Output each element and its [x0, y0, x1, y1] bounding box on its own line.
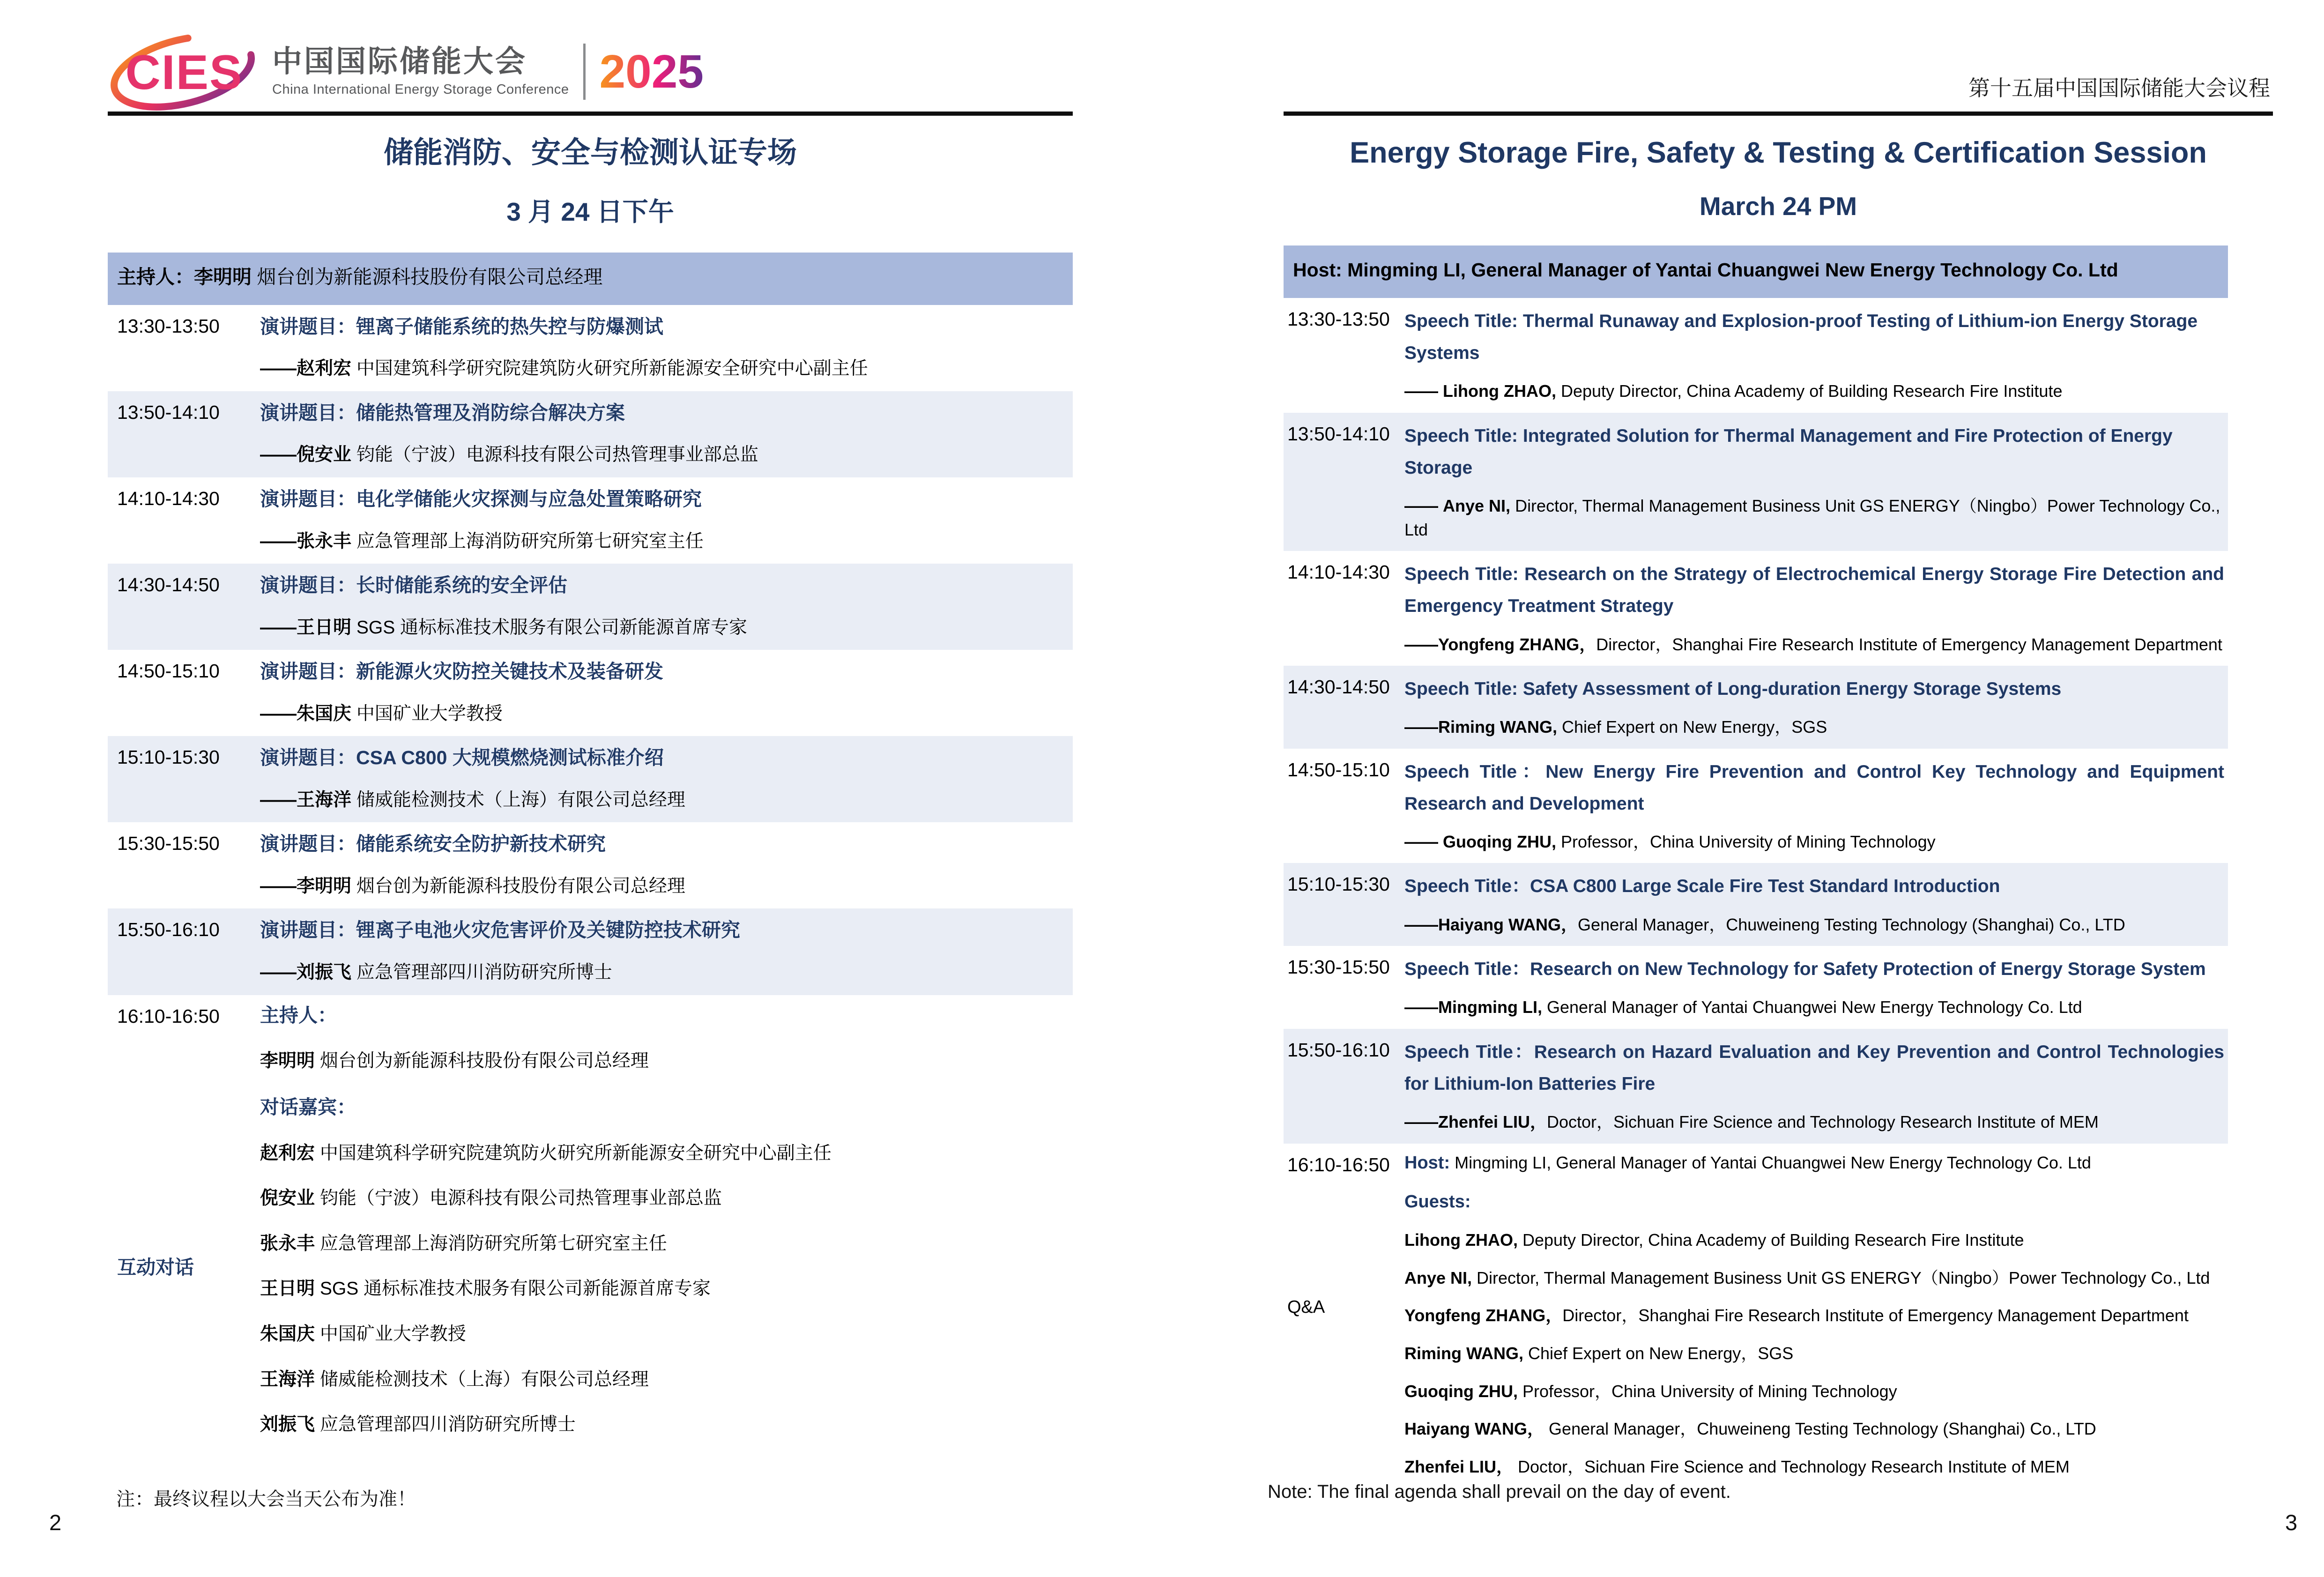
host-affiliation: 烟台创为新能源科技股份有限公司总经理: [252, 266, 603, 288]
guest-line: [260, 1141, 1069, 1166]
speaker-line: [1404, 379, 2224, 403]
guest-line: [1404, 1342, 2224, 1365]
speaker-affiliation: Director，Shanghai Fire Research Institute of Emergency Management Department: [1596, 634, 2222, 654]
speaker-affiliation: 应急管理部上海消防研究所第七研究室主任: [351, 531, 704, 551]
guest-name: 王日明: [260, 1279, 315, 1299]
row-content: [260, 744, 1073, 813]
panel-guests-heading-text: Guests:: [1404, 1191, 1471, 1212]
speech-title: Speech Title：New Energy Fire Prevention and Control Key Technology and Equipment Research and Development: [1404, 761, 2224, 814]
guest-affiliation: Doctor，Sichuan Fire Science and Technology Research Institute of MEM: [1513, 1457, 2070, 1476]
guest-affiliation: Director，Shanghai Fire Research Institute of Emergency Management Department: [1562, 1306, 2189, 1325]
guest-name: Yongfeng ZHANG，: [1404, 1306, 1563, 1325]
time-cell: 13:50-14:10: [1287, 423, 1390, 445]
session-title-en: Energy Storage Fire, Safety & Testing & Certification Session: [1350, 136, 2207, 169]
dash: ——: [1404, 634, 1438, 654]
speech-title: Speech Title：CSA C800 Large Scale Fire Test Standard Introduction: [1404, 876, 2000, 897]
guest-line: [1404, 1418, 2224, 1441]
speaker-line: [260, 960, 1069, 986]
panel-row: [1284, 1144, 2228, 1503]
guest-affiliation: Professor，China University of Mining Technology: [1517, 1381, 1897, 1401]
session-date-cn: 3 月 24 日下午: [506, 197, 674, 227]
guest-name: Riming WANG,: [1404, 1343, 1523, 1363]
row-content: [1404, 305, 2228, 403]
speech-title: Speech Title: Thermal Runaway and Explosion-proof Testing of Lithium-ion Energy Storage Systems: [1404, 311, 2198, 364]
dash: ——: [260, 358, 297, 379]
dash: ——: [260, 703, 297, 724]
speech-title: 演讲题目：锂离子储能系统的热失控与防爆测试: [260, 315, 663, 337]
speaker-line: [1404, 1110, 2224, 1134]
speaker-line: [260, 615, 1069, 641]
panel-host-line: [260, 1049, 1069, 1074]
speaker-name: Haiyang WANG，: [1438, 915, 1578, 934]
speaker-line: [1404, 633, 2224, 656]
guest-name: 刘振飞: [260, 1414, 315, 1435]
row-content: [1404, 756, 2228, 854]
speaker-name: Anye NI,: [1443, 496, 1511, 516]
speech-title: Speech Title: Safety Assessment of Long-duration Energy Storage Systems: [1404, 678, 2062, 699]
guest-affiliation: Director, Thermal Management Business Unit GS ENERGY（Ningbo）Power Technology Co., Ltd: [1472, 1268, 2210, 1287]
agenda-table-en: [1284, 245, 2228, 1503]
time-cell: 14:50-15:10: [1287, 759, 1390, 781]
row-content: [1404, 420, 2228, 542]
time-cell: 16:10-16:50: [117, 1005, 220, 1027]
speaker-affiliation: Doctor，Sichuan Fire Science and Technology Research Institute of MEM: [1547, 1112, 2099, 1132]
panel-host-heading-text: 主持人：: [260, 1004, 337, 1026]
agenda-row: [108, 305, 1073, 391]
time-cell: 15:10-15:30: [1287, 873, 1390, 895]
speech-title: 演讲题目：储能热管理及消防综合解决方案: [260, 402, 625, 424]
dash: ——: [260, 445, 297, 465]
agenda-row: [1284, 749, 2228, 863]
speech-title: 演讲题目：储能系统安全防护新技术研究: [260, 833, 606, 855]
row-content: [1404, 1036, 2228, 1134]
agenda-row: [1284, 551, 2228, 666]
footer-note-en: Note: The final agenda shall prevail on the day of event.: [1268, 1481, 1731, 1502]
logo-text-block: [272, 46, 569, 97]
speaker-line: [260, 529, 1069, 555]
panel-host-rest: Mingming LI, General Manager of Yantai Chuangwei New Energy Technology Co. Ltd: [1450, 1153, 2091, 1172]
page-right: [1284, 123, 2273, 1503]
speaker-name: Yongfeng ZHANG，: [1438, 634, 1596, 654]
agenda-table-cn: [108, 253, 1073, 1467]
speaker-name: 赵利宏: [297, 358, 352, 379]
agenda-row: [108, 736, 1073, 822]
time-cell: 14:50-15:10: [117, 660, 220, 682]
guest-line: [260, 1186, 1069, 1211]
dash: ——: [1404, 832, 1438, 852]
row-content: [260, 571, 1073, 640]
agenda-row: [108, 391, 1073, 477]
guest-name: Anye NI,: [1404, 1268, 1472, 1287]
panel-content: [1404, 1151, 2228, 1494]
session-date-en: March 24 PM: [1699, 192, 1857, 221]
speaker-affiliation: 储威能检测技术（上海）有限公司总经理: [351, 789, 685, 810]
time-cell: 13:30-13:50: [117, 315, 220, 337]
dash: ——: [260, 789, 297, 810]
speaker-name: Riming WANG,: [1438, 717, 1557, 737]
speaker-name: Lihong ZHAO,: [1443, 381, 1556, 401]
guest-affiliation: 中国建筑科学研究院建筑防火研究所新能源安全研究中心副主任: [315, 1143, 832, 1163]
guest-line: [1404, 1229, 2224, 1252]
guest-affiliation: Chief Expert on New Energy，SGS: [1523, 1343, 1794, 1363]
cies-logo-mark: [105, 32, 260, 112]
logo-divider: [583, 44, 586, 100]
speaker-line: [1404, 913, 2224, 937]
guest-affiliation: 储威能检测技术（上海）有限公司总经理: [315, 1369, 649, 1390]
guest-name: Zhenfei LIU，: [1404, 1457, 1513, 1476]
page-number-left: 2: [49, 1510, 62, 1535]
guest-name: Haiyang WANG，: [1404, 1419, 1544, 1439]
guest-line: [1404, 1267, 2224, 1290]
row-content: [260, 657, 1073, 727]
agenda-row: [108, 908, 1073, 995]
agenda-row: [108, 822, 1073, 908]
time-cell: 14:30-14:50: [117, 574, 220, 596]
row-content: [1404, 953, 2228, 1019]
guest-name: Lihong ZHAO,: [1404, 1230, 1518, 1250]
guest-affiliation: Deputy Director, China Academy of Building Research Fire Institute: [1517, 1230, 2024, 1250]
speaker-line: [260, 874, 1069, 900]
speaker-name: Guoqing ZHU,: [1443, 832, 1556, 852]
row-content: [1404, 673, 2228, 739]
time-cell: 15:30-15:50: [1287, 956, 1390, 978]
speech-title: Speech Title: Integrated Solution for Thermal Management and Fire Protection of Energy Storage: [1404, 425, 2173, 478]
row-content: [260, 916, 1073, 985]
speech-title: 演讲题目：CSA C800 大规模燃烧测试标准介绍: [260, 747, 664, 769]
dash: ——: [1404, 717, 1438, 737]
row-content: [1404, 558, 2228, 656]
header-rule-left: [108, 112, 1073, 116]
dash: ——: [260, 876, 297, 896]
logo-title-en: China International Energy Storage Conference: [272, 82, 569, 97]
session-title-cn: 储能消防、安全与检测认证专场: [384, 136, 797, 169]
row-content: [260, 399, 1073, 468]
row-content: [260, 312, 1073, 382]
qa-label: Q&A: [1287, 1297, 1325, 1317]
page-number-right: 3: [2285, 1510, 2298, 1535]
speaker-affiliation: General Manager，Chuweineng Testing Technology (Shanghai) Co., LTD: [1578, 915, 2125, 934]
speaker-line: [1404, 715, 2224, 739]
panel-guests-heading: [260, 1094, 1069, 1121]
agenda-row: [1284, 863, 2228, 946]
speaker-affiliation: Chief Expert on New Energy，SGS: [1557, 717, 1827, 737]
speaker-line: [1404, 830, 2224, 854]
guest-line: [260, 1413, 1069, 1437]
dash: ——: [1404, 381, 1438, 401]
speaker-name: 李明明: [297, 876, 352, 896]
row-content: [260, 485, 1073, 554]
speaker-affiliation: 中国矿业大学教授: [351, 703, 503, 724]
guest-name: 倪安业: [260, 1188, 315, 1209]
dash: ——: [1404, 1112, 1438, 1132]
time-cell: 15:10-15:30: [117, 746, 220, 768]
guest-line: [1404, 1304, 2224, 1327]
agenda-row: [108, 650, 1073, 736]
guest-name: 张永丰: [260, 1233, 315, 1254]
speaker-name: 倪安业: [297, 445, 352, 465]
speaker-affiliation: Deputy Director, China Academy of Building Research Fire Institute: [1556, 381, 2063, 401]
time-cell: 13:30-13:50: [1287, 308, 1390, 330]
time-cell: 15:30-15:50: [117, 833, 220, 855]
interactive-dialogue-label: 互动对话: [117, 1256, 194, 1278]
guest-line: [260, 1368, 1069, 1392]
guest-affiliation: 中国矿业大学教授: [315, 1324, 466, 1345]
guest-line: [260, 1232, 1069, 1257]
page-left: [108, 123, 1073, 1467]
row-content: [1404, 870, 2228, 937]
time-cell: 15:50-16:10: [1287, 1039, 1390, 1061]
speaker-line: [260, 701, 1069, 727]
cies-logo: [105, 32, 704, 112]
time-cell: 16:10-16:50: [1287, 1153, 1390, 1175]
panel-row: [108, 995, 1073, 1467]
speaker-line: [260, 356, 1069, 382]
host-line: Host: Mingming LI, General Manager of Yantai Chuangwei New Energy Technology Co. Ltd: [1293, 259, 2118, 281]
speaker-name: 张永丰: [297, 531, 352, 551]
speech-title: Speech Title：Research on New Technology for Safety Protection of Energy Storage System: [1404, 959, 2206, 980]
cies-wordmark: CIES: [125, 45, 243, 100]
agenda-row: [108, 477, 1073, 564]
speaker-line: [1404, 494, 2224, 542]
panel-host-name: 李明明: [260, 1051, 315, 1071]
agenda-row: [1284, 298, 2228, 413]
guest-affiliation: SGS 通标标准技术服务有限公司新能源首席专家: [315, 1279, 711, 1299]
speaker-affiliation: 钧能（宁波）电源科技有限公司热管理事业部总监: [351, 445, 758, 465]
guest-affiliation: General Manager，Chuweineng Testing Technology (Shanghai) Co., LTD: [1544, 1419, 2096, 1439]
dash: ——: [260, 962, 297, 982]
guest-affiliation: 应急管理部上海消防研究所第七研究室主任: [315, 1233, 667, 1254]
host-bar: [1284, 245, 2228, 298]
dash: ——: [1404, 915, 1438, 934]
guest-affiliation: 应急管理部四川消防研究所博士: [315, 1414, 576, 1435]
speech-title: Speech Title：Research on Hazard Evaluation and Key Prevention and Control Technologies for Lithium-Ion Batteries Fire: [1404, 1041, 2224, 1094]
panel-guests-heading: [1404, 1190, 2224, 1214]
dash: ——: [1404, 496, 1438, 516]
guest-line: [1404, 1456, 2224, 1479]
speaker-affiliation: Professor，China University of Mining Technology: [1556, 832, 1936, 852]
speech-title: 演讲题目：新能源火灾防控关键技术及装备研发: [260, 661, 663, 683]
speaker-name: 王海洋: [297, 789, 352, 810]
speaker-line: [260, 442, 1069, 468]
guest-name: Guoqing ZHU,: [1404, 1381, 1518, 1401]
agenda-row: [1284, 946, 2228, 1029]
guest-name: 朱国庆: [260, 1324, 315, 1345]
speaker-affiliation: Director, Thermal Management Business Unit GS ENERGY（Ningbo）Power Technology Co., Ltd: [1404, 496, 2220, 539]
time-cell: 14:30-14:50: [1287, 676, 1390, 698]
row-content: [260, 830, 1073, 899]
footer-note-cn: 注：最终议程以大会当天公布为准！: [116, 1489, 416, 1510]
guest-name: 王海洋: [260, 1369, 315, 1390]
guest-line: [1404, 1380, 2224, 1403]
dash: ——: [260, 617, 297, 638]
panel-host-affiliation: 烟台创为新能源科技股份有限公司总经理: [315, 1051, 649, 1071]
host-name: 主持人：李明明: [117, 266, 252, 288]
speech-title: Speech Title: Research on the Strategy of Electrochemical Energy Storage Fire Detection and Emergency Treatment Strategy: [1404, 564, 2224, 617]
guest-name: 赵利宏: [260, 1143, 315, 1163]
speaker-affiliation: General Manager of Yantai Chuangwei New Energy Technology Co. Ltd: [1542, 997, 2082, 1017]
agenda-header-title: 第十五届中国国际储能大会议程: [1968, 76, 2270, 100]
speaker-name: Zhenfei LIU，: [1438, 1112, 1547, 1132]
time-cell: 13:50-14:10: [117, 401, 220, 423]
speaker-line: [1404, 996, 2224, 1019]
speech-title: 演讲题目：电化学储能火灾探测与应急处置策略研究: [260, 488, 702, 510]
speaker-line: [260, 788, 1069, 813]
guest-line: [260, 1277, 1069, 1302]
speaker-name: 刘振飞: [297, 962, 352, 982]
panel-guests-heading-text: 对话嘉宾：: [260, 1096, 356, 1118]
agenda-row: [1284, 1029, 2228, 1144]
guest-affiliation: 钧能（宁波）电源科技有限公司热管理事业部总监: [315, 1188, 722, 1209]
agenda-row: [1284, 666, 2228, 749]
panel-host-heading-text: Host:: [1404, 1153, 1450, 1173]
dash: ——: [1404, 997, 1438, 1017]
speaker-name: Mingming LI,: [1438, 997, 1542, 1017]
header-rule-right: [1284, 112, 2273, 116]
panel-host-heading: [260, 1003, 1069, 1029]
time-cell: 14:10-14:30: [1287, 561, 1390, 583]
panel-host-line: [1404, 1151, 2224, 1175]
time-cell: 15:50-16:10: [117, 919, 220, 941]
agenda-row: [108, 564, 1073, 650]
speaker-affiliation: SGS 通标标准技术服务有限公司新能源首席专家: [351, 617, 748, 638]
speaker-name: 王日明: [297, 617, 352, 638]
host-bar: [108, 253, 1073, 305]
time-cell: 14:10-14:30: [117, 488, 220, 510]
speech-title: 演讲题目：锂离子电池火灾危害评价及关键防控技术研究: [260, 919, 740, 941]
speaker-affiliation: 中国建筑科学研究院建筑防火研究所新能源安全研究中心副主任: [351, 358, 868, 379]
speaker-name: 朱国庆: [297, 703, 352, 724]
guest-line: [260, 1322, 1069, 1347]
logo-title-cn: 中国国际储能大会: [272, 44, 527, 78]
speaker-affiliation: 烟台创为新能源科技股份有限公司总经理: [351, 876, 685, 896]
dash: ——: [260, 531, 297, 551]
panel-content: [260, 1003, 1073, 1458]
agenda-row: [1284, 413, 2228, 551]
speaker-affiliation: 应急管理部四川消防研究所博士: [351, 962, 612, 982]
speech-title: 演讲题目：长时储能系统的安全评估: [260, 574, 567, 596]
logo-year: 2025: [599, 45, 704, 98]
